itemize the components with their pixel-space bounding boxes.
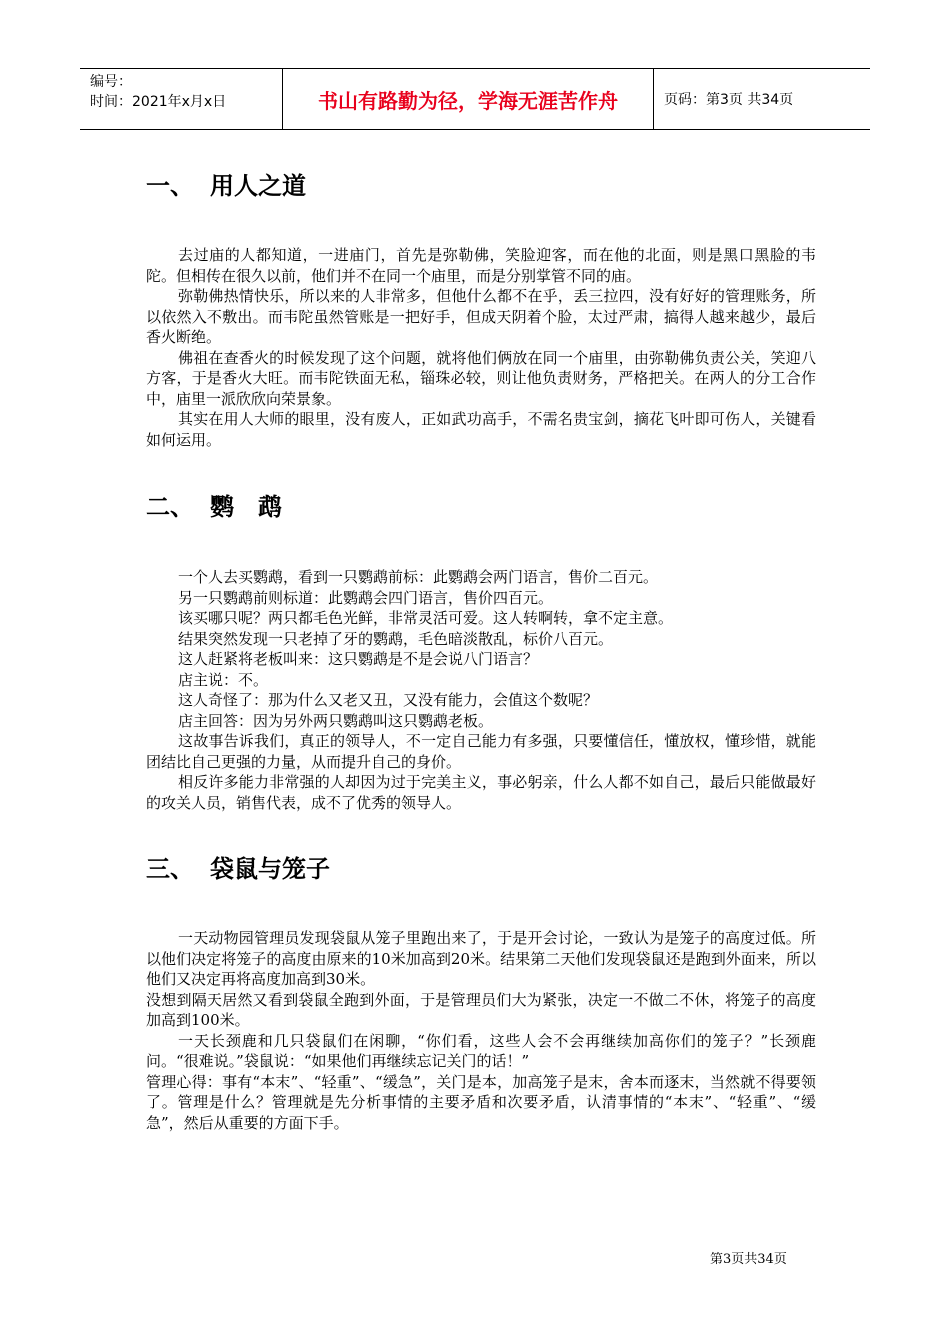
section-heading [146, 166, 306, 201]
section-body [146, 567, 816, 813]
paragraph: 弥勒佛热情快乐，所以来的人非常多，但他什么都不在乎，丢三拉四，没有好好的管理账务，所以依然入不敷出。而韦陀虽然管账是一把好手，但成天阴着个脸，太过严肃，搞得人越来越少，最后香火断绝。 [146, 287, 816, 346]
paragraph: 佛祖在查香火的时候发现了这个问题，就将他们俩放在同一个庙里，由弥勒佛负责公关，笑迎八方客，于是香火大旺。而韦陀铁面无私，锱珠必较，则让他负责财务，严格把关。在两人的分工合作中，庙里一派欣欣向荣景象。 [146, 348, 816, 408]
paragraph: 店主说：不。 [178, 670, 269, 689]
paragraph: 这故事告诉我们，真正的领导人，不一定自己能力有多强，只要懂信任，懂放权，懂珍惜，就能团结比自己更强的力量，从而提升自己的身价。 [146, 732, 816, 771]
paragraph: 另一只鹦鹉前则标道：此鹦鹉会四门语言，售价四百元。 [178, 588, 554, 607]
section-number: 一、 [146, 172, 194, 200]
header-meta [80, 69, 282, 129]
section-title: 鹦 鹉 [210, 493, 282, 521]
document-number-label: 编号： [90, 74, 132, 90]
section-body [146, 928, 816, 1133]
section-title: 用人之道 [210, 172, 306, 200]
paragraph: 没想到隔天居然又看到袋鼠全跑到外面，于是管理员们大为紧张，决定一不做二不休，将笼子的高度加高到100米。 [146, 990, 816, 1029]
document-date: 时间：2021年x月x日 [90, 94, 227, 110]
paragraph: 去过庙的人都知道，一进庙门，首先是弥勒佛，笑脸迎客，而在他的北面，则是黑口黑脸的韦陀。但相传在很久以前，他们并不在同一个庙里，而是分别掌管不同的庙。 [146, 246, 816, 285]
paragraph: 这人赶紧将老板叫来：这只鹦鹉是不是会说八门语言？ [178, 650, 539, 668]
section-body [146, 245, 816, 450]
section-title: 袋鼠与笼子 [210, 855, 330, 883]
paragraph: 一天动物园管理员发现袋鼠从笼子里跑出来了，于是开会讨论，一致认为是笼子的高度过低。所以他们决定将笼子的高度由原来的10米加高到20米。结果第二天他们发现袋鼠还是跑到外面来，所以他们又决定再将高度加高到30米。 [146, 929, 816, 988]
header-page-number: 页码：第3页 共34页 [664, 92, 794, 108]
paragraph: 一个人去买鹦鹉，看到一只鹦鹉前标：此鹦鹉会两门语言，售价二百元。 [178, 568, 659, 586]
paragraph: 管理心得：事有“本末”、“轻重”、“缓急”，关门是本，加高笼子是末，舍本而逐末，当然就不得要领了。管理是什么？管理就是先分析事情的主要矛盾和次要矛盾，认清事情的“本末”、“轻重”、“缓急”，然后从重要的方面下手。 [146, 1072, 816, 1132]
paragraph: 店主回答：因为另外两只鹦鹉叫这只鹦鹉老板。 [178, 711, 494, 730]
paragraph: 相反许多能力非常强的人却因为过于完美主义，事必躬亲，什么人都不如自己，最后只能做最好的攻关人员，销售代表，成不了优秀的领导人。 [146, 773, 816, 812]
paragraph: 一天长颈鹿和几只袋鼠们在闲聊，“你们看，这些人会不会再继续加高你们的笼子？”长颈鹿问。“很难说。”袋鼠说：“如果他们再继续忘记关门的话！” [146, 1031, 816, 1070]
section-heading [146, 849, 330, 884]
paragraph: 该买哪只呢？两只都毛色光鲜，非常灵活可爱。这人转啊转，拿不定主意。 [178, 609, 674, 627]
section-number: 二、 [146, 493, 194, 521]
paragraph: 这人奇怪了：那为什么又老又丑，又没有能力，会值这个数呢？ [178, 691, 599, 709]
paragraph: 其实在用人大师的眼里，没有废人，正如武功高手，不需名贵宝剑，摘花飞叶即可伤人，关键看如何运用。 [146, 410, 816, 449]
paragraph: 结果突然发现一只老掉了牙的鹦鹉，毛色暗淡散乱，标价八百元。 [178, 629, 614, 648]
page-header [80, 68, 870, 130]
section-heading [146, 487, 282, 522]
header-motto: 书山有路勤为径，学海无涯苦作舟 [282, 69, 654, 129]
section-number: 三、 [146, 855, 194, 883]
page-footer: 第3页共34页 [710, 1252, 787, 1267]
